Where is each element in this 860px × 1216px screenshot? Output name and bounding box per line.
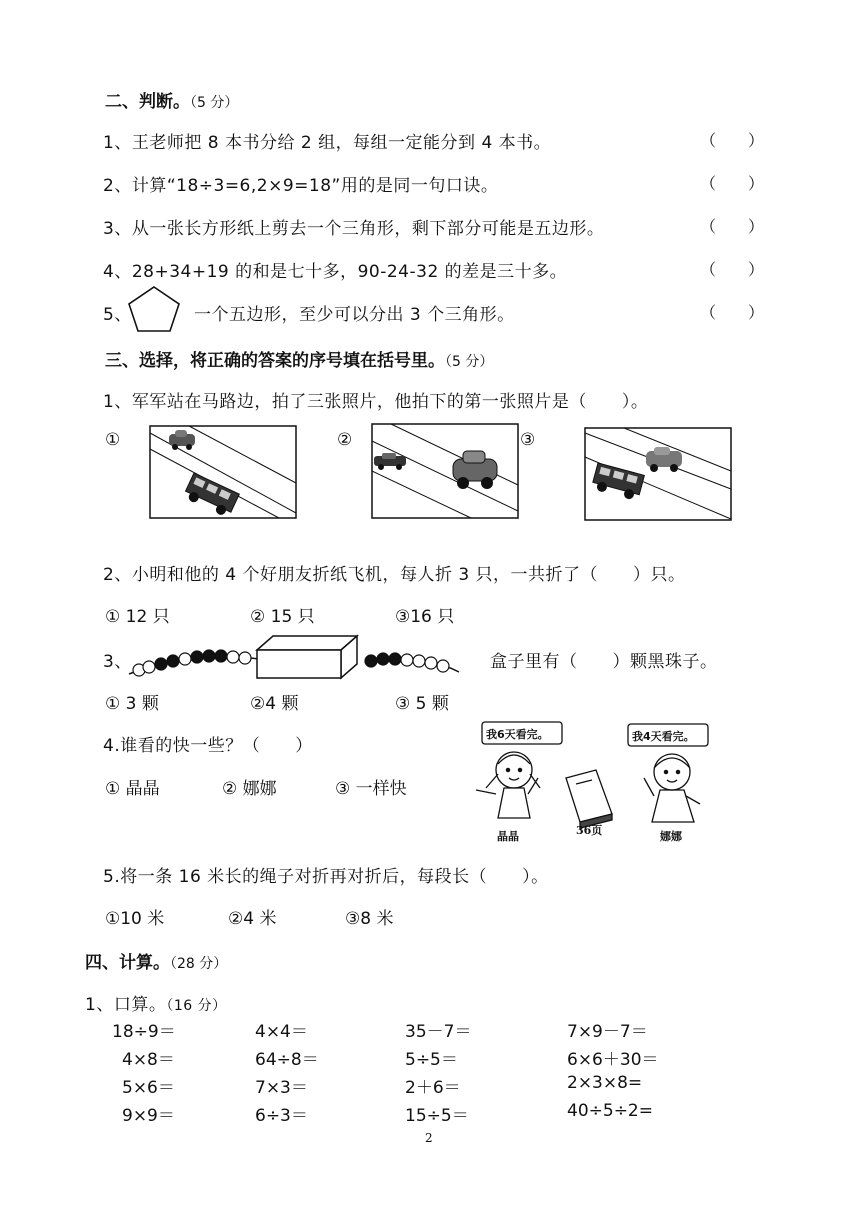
bead [413,655,425,667]
bead [203,650,215,662]
calc-item: 15÷5＝ [405,1106,469,1126]
bead [191,651,203,663]
q3-option-3[interactable]: ③ 5 颗 [395,694,449,714]
q2-option-1[interactable]: ① 12 只 [105,607,170,627]
s2-answer-blank-1[interactable]: （ ） [700,131,765,150]
bubble-right: 我4天看完。 [632,730,695,743]
s3-q3-prefix: 3、 [103,652,132,672]
calc-item: 2＋6＝ [405,1078,461,1098]
bead [377,653,389,665]
calc-item: 64÷8＝ [255,1050,319,1070]
s3-q3-text: 盒子里有（ ）颗黑珠子。 [490,652,718,672]
q4-option-3[interactable]: ③ 一样快 [335,779,407,799]
book-icon [566,770,612,828]
bead [239,652,251,664]
q5-option-3[interactable]: ③8 米 [345,909,394,929]
bead [401,654,413,666]
photo-1-image[interactable] [149,425,297,519]
s2-item-1: 1、王老师把 8 本书分给 2 组，每组一定能分到 4 本书。 [103,133,552,153]
q3-option-2[interactable]: ②4 颗 [250,694,299,714]
calc-item: 5÷5＝ [405,1050,458,1070]
q2-option-2[interactable]: ② 15 只 [250,607,315,627]
s3-q2-text: 2、小明和他的 4 个好朋友折纸飞机，每人折 3 只，一共折了（ ）只。 [103,565,686,585]
page-number: 2 [425,1131,433,1145]
name-right: 娜娜 [660,830,682,843]
s3-q5-text: 5.将一条 16 米长的绳子对折再对折后，每段长（ ）。 [103,867,549,887]
s2-item-5-prefix: 5、 [103,305,132,325]
bead [227,651,239,663]
s2-item-3: 3、从一张长方形纸上剪去一个三角形，剩下部分可能是五边形。 [103,219,605,239]
calc-item: 5×6＝ [122,1078,175,1098]
q5-option-1[interactable]: ①10 米 [105,909,165,929]
beads-box-figure [125,628,465,688]
calc-item: 4×8＝ [122,1050,175,1070]
name-left: 晶晶 [497,830,519,843]
bead [167,655,179,667]
calc-item: 2×3×8= [567,1073,643,1093]
q4-option-2[interactable]: ② 娜娜 [222,779,277,799]
calc-item: 7×9－7＝ [567,1022,648,1042]
q5-option-2[interactable]: ②4 米 [228,909,277,929]
calc-item: 18÷9＝ [112,1022,176,1042]
s2-answer-blank-2[interactable]: （ ） [700,174,765,193]
s2-answer-blank-4[interactable]: （ ） [700,260,765,279]
section4-title: 四、计算。（28 分） [85,953,228,973]
photo-label-3[interactable]: ③ [520,430,536,450]
calc-item: 4×4＝ [255,1022,308,1042]
pentagon-figure [126,284,182,334]
s2-item-2: 2、计算“18÷3=6,2×9=18”用的是同一句口诀。 [103,176,499,196]
s2-answer-blank-3[interactable]: （ ） [700,217,765,236]
q4-option-1[interactable]: ① 晶晶 [105,779,160,799]
bead [143,661,155,673]
calc-item: 9×9＝ [122,1106,175,1126]
s2-answer-blank-5[interactable]: （ ） [700,303,765,322]
s3-q4-text: 4.谁看的快一些？（ ） [103,736,313,756]
bead [179,653,191,665]
s3-q1-text: 1、军军站在马路边，拍了三张照片，他拍下的第一张照片是（ ）。 [103,392,649,412]
calc-item: 7×3＝ [255,1078,308,1098]
girl-left-icon [476,752,540,818]
s2-item-5: 一个五边形，至少可以分出 3 个三角形。 [194,305,515,325]
photo-2-image[interactable] [371,423,519,519]
section2-title: 二、判断。（5 分） [105,92,239,112]
calc-item: 40÷5÷2= [567,1101,653,1121]
bead [437,660,449,672]
section3-title: 三、选择，将正确的答案的序号填在括号里。（5 分） [105,351,494,371]
photo-label-2[interactable]: ② [337,430,353,450]
s2-item-4: 4、28+34+19 的和是七十多，90-24-32 的差是三十多。 [103,262,568,282]
bead [389,653,401,665]
calc-item: 35－7＝ [405,1022,472,1042]
q3-option-1[interactable]: ① 3 颗 [105,694,159,714]
photo-3-image[interactable] [584,427,732,521]
q2-option-3[interactable]: ③16 只 [395,607,455,627]
s4-sub1-title: 1、口算。（16 分） [85,995,227,1015]
bead [425,657,437,669]
bubble-left: 我6天看完。 [486,728,549,741]
photo-label-1[interactable]: ① [105,430,121,450]
calc-item: 6×6＋30＝ [567,1050,659,1070]
calc-item: 6÷3＝ [255,1106,308,1126]
book-pages-label: 36页 [576,824,603,837]
girl-right-icon [644,754,700,822]
bead [215,650,227,662]
bead [155,658,167,670]
bead [365,655,377,667]
